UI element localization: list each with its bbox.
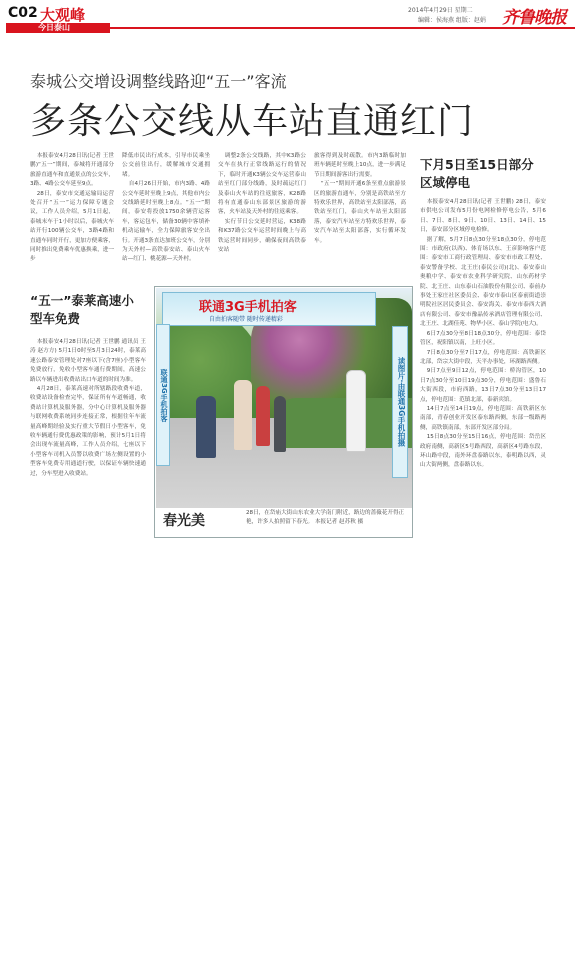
lead-subheadline: 泰城公交增设调整线路迎“五一”客流 (30, 72, 287, 91)
newspaper-logo: 齐鲁晚报 (502, 8, 566, 28)
side-right-paragraph: 15日8点30分至15日16点，停电范围：岱岳区政府南侧，高新区5号路西段，高新区4号路东段，环山路中段，南外环盘泰路以东，泰明路以西，灵山大街两侧，盘泰路以东。 (420, 434, 546, 469)
lead-paragraph: 自4月26日开始，市内3路、4路公交车延时至晚上9点，其他市内公交线路延时至晚上8点。“五一”期间，泰安将投放1750余辆营运客车，客运包车，储备30辆中客填补机动运输车，全力保障旅客安全出行。开通3条直达加班公交车，分别为天外村—高铁泰安站、泰山火车站—红门、桃花源—天外村。 (122, 181, 210, 263)
lead-paragraph: 实行节日公交延时营运，K38路和K37路公交车运营时间晚上与高铁运营时间同步，确保夜间高铁泰安站 (218, 218, 306, 254)
side-right-paragraph: 7日8点30分至7日17点，停电范围：高铁新区北部，岱宗大街中段，天平办事处，环湖路西侧。 (420, 349, 546, 365)
ad-banner (162, 292, 376, 326)
photo-caption-title: 春光美 (163, 513, 205, 529)
lead-column-2 (122, 152, 210, 282)
side-right-paragraph: 本报泰安4月28日讯(记者 王世鹏) 28日，泰安市供电公司发布5月份电网检修停电公告，5月6日、7日、8日、9日、10日、13日、14日、15日，泰安部分区域停电检修。 (420, 199, 546, 234)
issue-date: 2014年4月29日 星期二 (408, 7, 473, 14)
ad-slogan: 自由拍客随带 随时传递精彩 (209, 316, 283, 323)
ad-title: 联通3G手机拍客 (199, 300, 297, 315)
side-right-paragraph: 6日7点30分至8日18点30分，停电范围：泰岱管区，祝阳镇以南，上旺小区。 (420, 330, 546, 347)
news-photo (156, 288, 412, 508)
photo-bin (274, 396, 286, 452)
side-right-body (420, 198, 546, 540)
lead-column-4 (314, 152, 406, 282)
lead-paragraph: 本报泰安4月28日讯(记者 王世鹏)“五一”期间，泰城将开通部分旅游直通车和直通景点的公交车，3路、4路公交车延至9点。 (30, 153, 114, 188)
photo-caption-text: 28日，在岱庙大街山东农业大学南门附近，路边的蔷薇花开得正艳，许多人拍照留下春光。 本报记者 赵苏秋 摄 (246, 510, 405, 525)
photo-person (196, 396, 216, 458)
page-number: C02 (8, 5, 38, 21)
photo-person (346, 370, 366, 452)
lead-paragraph: 旅客得到及时疏散。市内3路临时加班车辆延时至晚上10点，进一步满足节日期间游客出行需要。 (314, 153, 406, 178)
photo-person (234, 380, 252, 450)
side-right-paragraph: 9日7点至9日12点，停电范围：桥沟管区，10日7点30分至10日19点30分，停电范围：盛鲁石大街西段，市府西路，13日7点30分至13日17点，停电范围：范镇北部，泰新宾馆。 (420, 368, 546, 403)
side-right-paragraph: 14日7点至14日19点，停电范围：高铁新区东南部，青春创业开发区泰东路西侧，东部一级路两侧，高铁镇南部，东部开发区部分局。 (420, 405, 546, 431)
side-left-paragraph: 4月28日，泰莱高速对所辖路段收费车道，收费站设备检查完毕，保证所有车道畅通，收费站计算机及服务器，分中心计算机及服务器与联网收费系统同步连接正常，根据往年车流量高峰期经验及实行重大节假日小型客车，免收车辆通行费优惠政策的影响，预计5月1日将会出现车流量高峰，工作人员介绍，七座以下小型客车司机入员警以收费广场左侧设置的小型客车免费专用通道行驶，以保证车辆快速通过，分车型进入收费站。 (30, 386, 146, 477)
photo-person (256, 386, 270, 446)
editor-credits: 编辑：侯海燕 组版：赵娟 (418, 17, 486, 24)
lead-column-1 (30, 152, 114, 282)
lead-paragraph: 28日，泰安市交通运输局运营处召开“五一”运力保障专题会议，工作人员介绍，5月1日起，泰城末车于1小时以后，泰城火车站开行100辆公交车，3路4路和直通车同时开行，更加方便乘客，同时推出免费乘车优惠换乘，进一步 (30, 190, 114, 263)
side-right-headline: 下月5日至15日部分区域停电 (420, 157, 534, 190)
side-left-headline: “五一”泰莱高速小型车免费 (30, 293, 134, 326)
side-right-paragraph: 据了解，5月7日8点30分至18点30分，停电范围：市政府(以西)、体育场以东、王彦影响客户范围：泰安市工商行政管理局、泰安市市政工程处、泰安警备学校、北王庄(泰民公司)(北)、泰安泰山奥粮中学、泰安市农业科学研究院、山东药材学院、北王庄、山东泰山石油股份有限公司、泰前办事处王家庄社区委员会、泰安市泰山区泰前街道崇明院社区居民委员会、泰安海关、泰安市泰西大酒店有限公司、泰安市豫晶传承酒店管理有限公司、北王庄、北湖佳苑、物华小区、泰山学院(电大)。 (420, 236, 546, 328)
ad-side-label-right: 读图片·由联通3G手机拍摄 (392, 326, 408, 478)
lead-column-3 (218, 152, 306, 282)
lead-paragraph: “五一”期间开通6条至重点旅游景区的旅游直通车，分别是高铁站至方特欢乐世界，高铁站至太阳部落，高铁站至红门，泰山火车站至太阳部落，泰安汽车站至方特欢乐世界，泰安汽车站至太阳部落，实行循环发车。 (314, 181, 406, 244)
lead-paragraph: 降低市民出行成本，引导市民乘坐公交前往出行，缓解城市交通拥堵。 (122, 153, 210, 178)
section-name: 大观峰 (40, 6, 86, 24)
ad-side-label-left: 联通3G手机拍客 (156, 324, 170, 466)
lead-headline: 多条公交线从车站直通红门 (30, 101, 475, 142)
section-subtitle: 今日泰山 (38, 23, 70, 32)
lead-paragraph: 调整2条公交线路，其中K3路公交车在执行正常线路运行的情况下，临时开通K3辆公交车运营泰山站至红门部分线路，及时疏运红门及泰山火车站的往返旅客，K28路将有直通泰山东部景区旅游的游客，火车站及天外村的往返乘客。 (218, 153, 306, 216)
side-left-paragraph: 本报泰安4月28日讯(记者 王世鹏 通讯员 王涛 赵方方) 5月1日0时至5月3日24时，泰莱高速公路泰安管理处对7座以下(含7座)小型客车免费放行，免收小型客车通行费期间，高速公路以车辆进出收费站出口车道的时间为准。 (30, 339, 146, 383)
side-left-body (30, 338, 146, 538)
